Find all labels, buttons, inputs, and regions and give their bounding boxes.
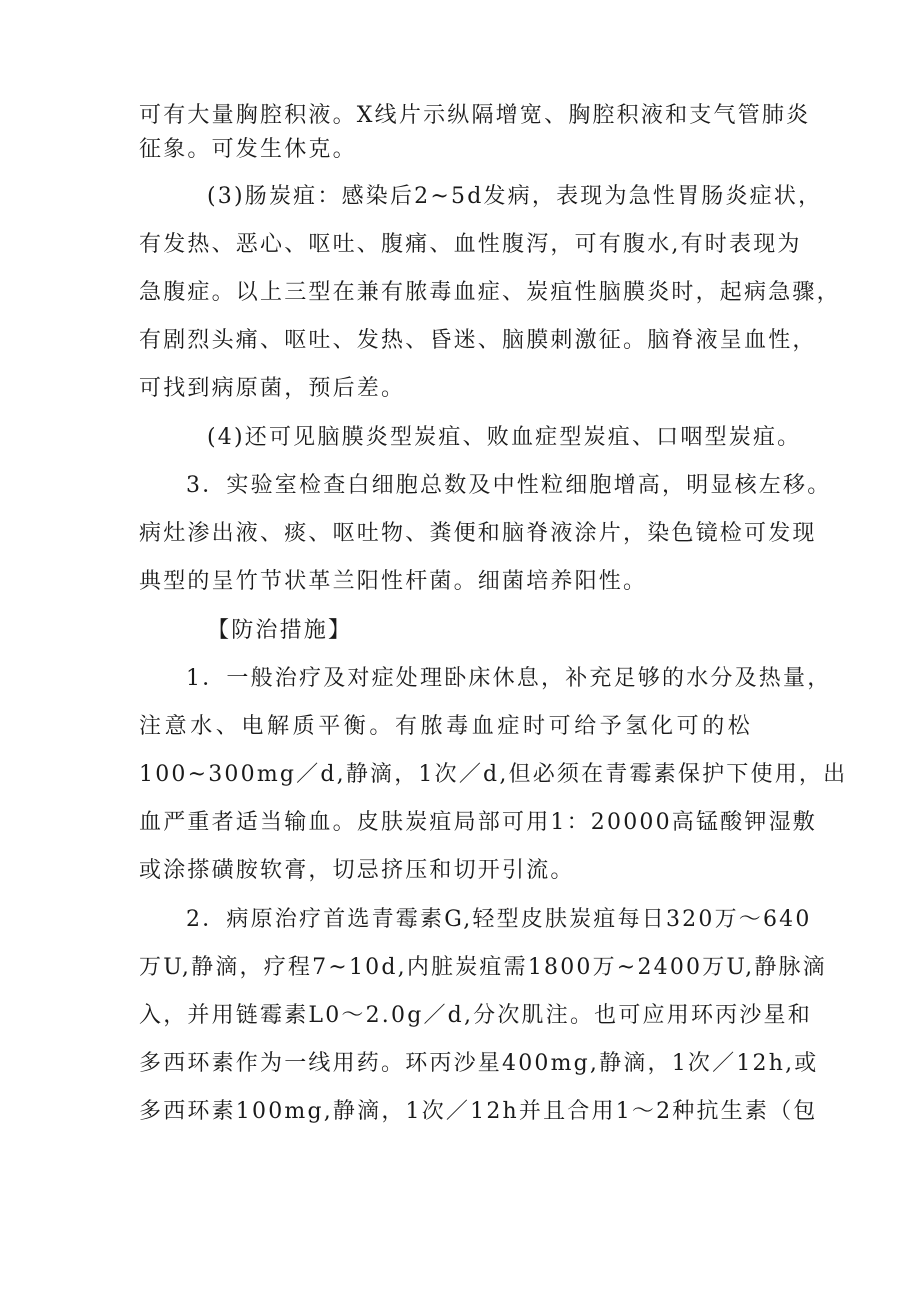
text-line: 多西环素100mg,静滴，1次／12h并且合用1～2种抗生素（包 (139, 1099, 818, 1124)
text-line: 或涂搽磺胺软膏，切忌挤压和切开引流。 (139, 858, 575, 883)
text-line: 2．病原治疗首选青霉素G,轻型皮肤炭疽每日320万～640 (186, 907, 812, 932)
text-line: 3．实验室检查白细胞总数及中性粒细胞增高，明显核左移。 (186, 473, 832, 498)
text-line: (4)还可见脑膜炎型炭疽、败血症型炭疽、口咽型炭疽。 (207, 425, 802, 450)
text-line: 万U,静滴，疗程7~10d,内脏炭疽需1800万~2400万U,静脉滴 (139, 955, 827, 980)
text-line: 病灶渗出液、痰、呕吐物、粪便和脑脊液涂片，染色镜检可发现 (139, 521, 817, 546)
text-line: 100~300mg／d,静滴，1次／d,但必须在青霉素保护下使用，出 (139, 762, 848, 787)
text-line: 多西环素作为一线用药。环丙沙星400mg,静滴，1次／12h,或 (139, 1051, 819, 1076)
text-line: 1．一般治疗及对症处理卧床休息，补充足够的水分及热量， (186, 666, 832, 691)
text-line: 注意水、电解质平衡。有脓毒血症时可给予氢化可的松 (139, 714, 754, 739)
text-line: 有剧烈头痛、呕吐、发热、昏迷、脑膜刺激征。脑脊液呈血性， (139, 328, 817, 353)
text-line: 征象。可发生休克。 (139, 137, 357, 162)
text-line: (3)肠炭疽：感染后2~5d发病，表现为急性胃肠炎症状， (207, 184, 823, 209)
text-line: 可找到病原菌，预后差。 (139, 376, 406, 401)
text-line: 血严重者适当输血。皮肤炭疽局部可用1：20000高锰酸钾湿敷 (139, 810, 817, 835)
text-line: 入，并用链霉素L0～2.0g／d,分次肌注。也可应用环丙沙星和 (139, 1003, 812, 1028)
section-heading: 【防治措施】 (207, 618, 353, 643)
text-line: 可有大量胸腔积液。X线片示纵隔增宽、胸腔积液和支气管肺炎 (139, 103, 811, 128)
text-line: 急腹症。以上三型在兼有脓毒血症、炭疽性脑膜炎时，起病急骤， (139, 280, 841, 305)
text-line: 典型的呈竹节状革兰阳性杆菌。细菌培养阳性。 (139, 569, 648, 594)
text-line: 有发热、恶心、呕吐、腹痛、血性腹泻，可有腹水,有时表现为 (139, 232, 802, 257)
